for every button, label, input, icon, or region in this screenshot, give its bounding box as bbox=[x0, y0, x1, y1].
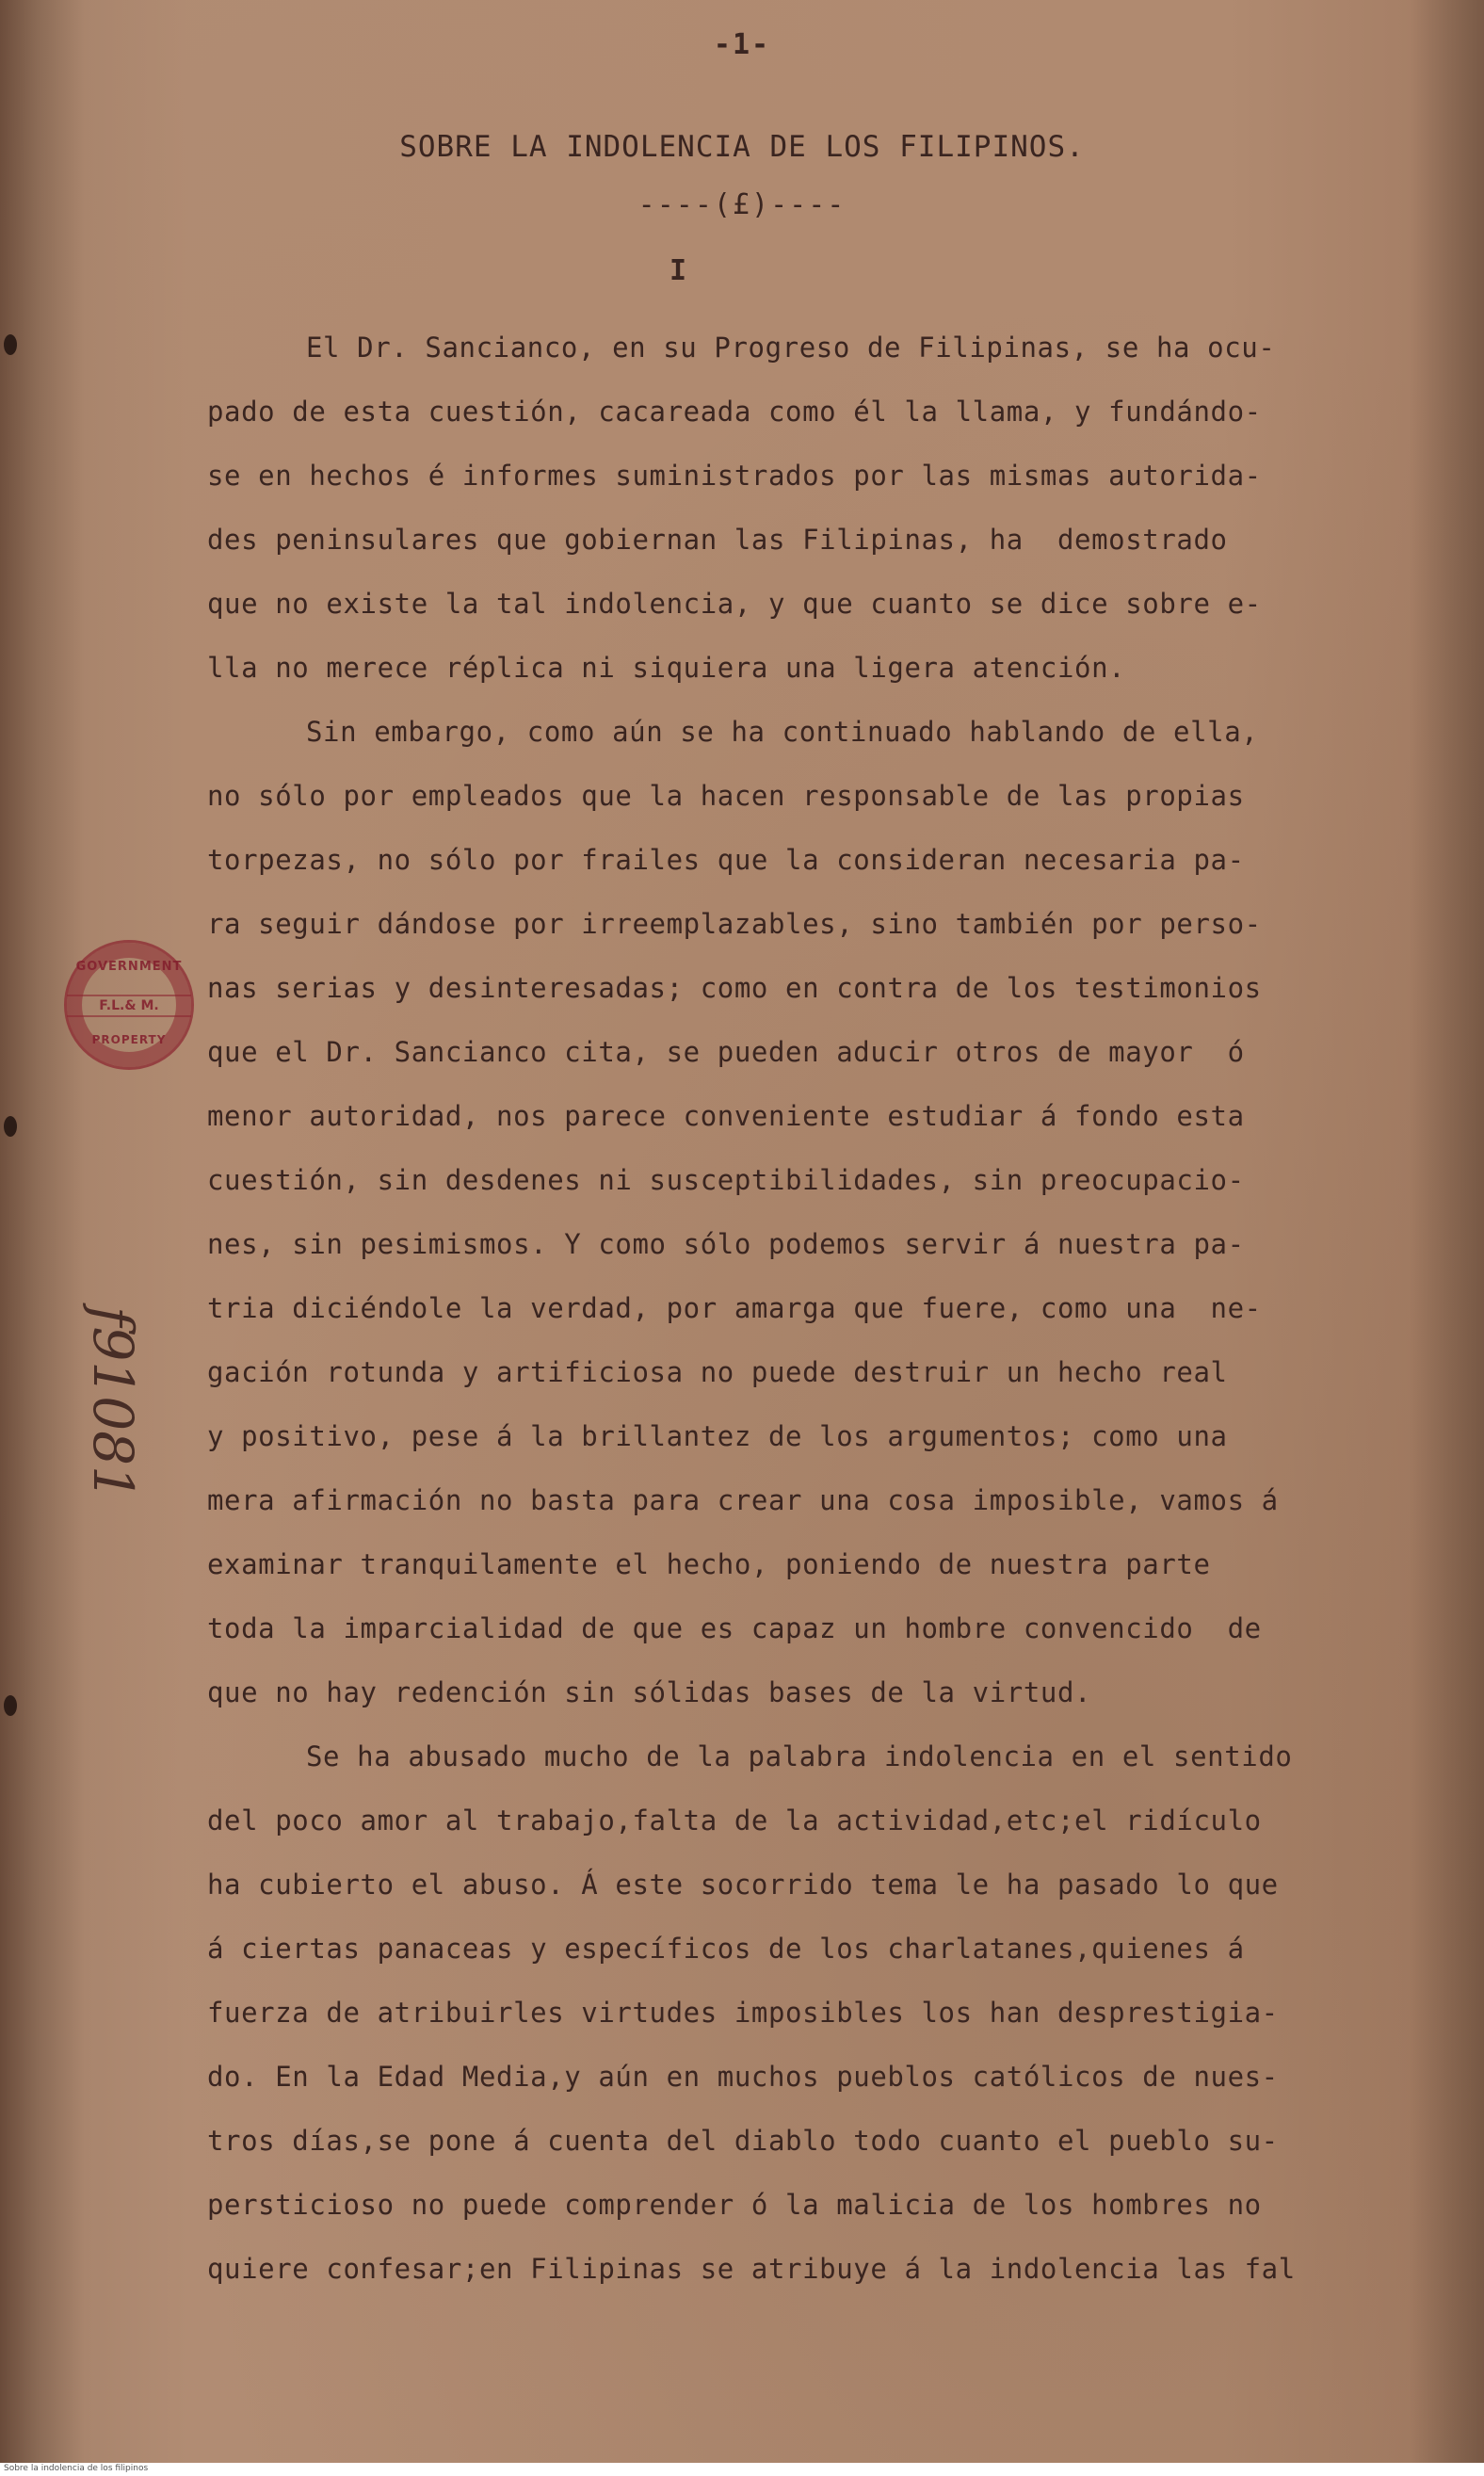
text-line: torpezas, no sólo por frailes que la consideran necesaria pa- bbox=[207, 844, 1245, 876]
text-line: ha cubierto el abuso. Á este socorrido tema le ha pasado lo que bbox=[207, 1869, 1279, 1901]
footer-strip bbox=[0, 2463, 1484, 2476]
handwritten-margin-note bbox=[75, 1300, 151, 1507]
text-line: pado de esta cuestión, cacareada como él la llama, y fundándo- bbox=[207, 396, 1262, 428]
text-line: cuestión, sin desdenes ni susceptibilidades, sin preocupacio- bbox=[207, 1164, 1245, 1196]
text-line: que no existe la tal indolencia, y que cuanto se dice sobre e- bbox=[207, 588, 1262, 620]
text-line: menor autoridad, nos parece conveniente estudiar á fondo esta bbox=[207, 1100, 1245, 1132]
text-line: toda la imparcialidad de que es capaz un hombre convencido de bbox=[207, 1612, 1262, 1644]
text-line: no sólo por empleados que la hacen responsable de las propias bbox=[207, 780, 1245, 812]
text-line: gación rotunda y artificiosa no puede destruir un hecho real bbox=[207, 1356, 1228, 1388]
body-text bbox=[207, 316, 1422, 2301]
text-line: tria diciéndole la verdad, por amarga que fuere, como una ne- bbox=[207, 1292, 1262, 1324]
text-line: Se ha abusado mucho de la palabra indolencia en el sentido bbox=[306, 1740, 1293, 1772]
text-line: nes, sin pesimismos. Y como sólo podemos servir á nuestra pa- bbox=[207, 1228, 1245, 1260]
text-line: del poco amor al trabajo,falta de la actividad,etc;el ridículo bbox=[207, 1804, 1262, 1837]
punch-hole bbox=[4, 1695, 17, 1716]
section-number: I bbox=[669, 254, 687, 287]
text-line: do. En la Edad Media,y aún en muchos pueblos católicos de nues- bbox=[207, 2061, 1279, 2093]
text-line: des peninsulares que gobiernan las Filipinas, ha demostrado bbox=[207, 524, 1228, 556]
stamp-top-text: GOVERNMENT bbox=[75, 960, 183, 974]
government-property-stamp bbox=[64, 940, 194, 1070]
text-line: ra seguir dándose por irreemplazables, sino también por perso- bbox=[207, 908, 1262, 940]
title-ornament: ----(£)---- bbox=[637, 188, 847, 221]
punch-hole bbox=[4, 334, 17, 355]
punch-hole bbox=[4, 1116, 17, 1137]
text-line: á ciertas panaceas y específicos de los charlatanes,quienes á bbox=[207, 1933, 1245, 1965]
text-line: y positivo, pese á la brillantez de los argumentos; como una bbox=[207, 1420, 1228, 1452]
text-line: quiere confesar;en Filipinas se atribuye á la indolencia las fal bbox=[207, 2253, 1296, 2285]
text-line: lla no merece réplica ni siquiera una ligera atención. bbox=[207, 652, 1126, 684]
footer-caption: Sobre la indolencia de los filipinos bbox=[4, 2464, 149, 2473]
text-line: El Dr. Sancianco, en su Progreso de Filipinas, se ha ocu- bbox=[306, 332, 1276, 364]
text-line: que el Dr. Sancianco cita, se pueden aducir otros de mayor ó bbox=[207, 1036, 1245, 1068]
document-title: SOBRE LA INDOLENCIA DE LOS FILIPINOS. bbox=[399, 130, 1085, 164]
stamp-bottom-text: PROPERTY bbox=[91, 1033, 167, 1046]
text-line: se en hechos é informes suministrados por las mismas autorida- bbox=[207, 460, 1262, 492]
text-line: tros días,se pone á cuenta del diablo todo cuanto el pueblo su- bbox=[207, 2125, 1279, 2157]
margin-note-text: f91081 bbox=[81, 1306, 145, 1500]
text-line: fuerza de atribuirles virtudes imposibles los han desprestigia- bbox=[207, 1997, 1279, 2029]
page-number: -1- bbox=[713, 28, 771, 61]
text-line: examinar tranquilamente el hecho, poniendo de nuestra parte bbox=[207, 1548, 1211, 1580]
text-line: Sin embargo, como aún se ha continuado hablando de ella, bbox=[306, 716, 1259, 748]
text-line: mera afirmación no basta para crear una cosa imposible, vamos á bbox=[207, 1484, 1279, 1516]
text-line: nas serias y desinteresadas; como en contra de los testimonios bbox=[207, 972, 1262, 1004]
text-line: persticioso no puede comprender ó la malicia de los hombres no bbox=[207, 2189, 1262, 2221]
text-line: que no hay redención sin sólidas bases de la virtud. bbox=[207, 1676, 1092, 1708]
stamp-middle-text: F.L.& M. bbox=[67, 995, 191, 1017]
